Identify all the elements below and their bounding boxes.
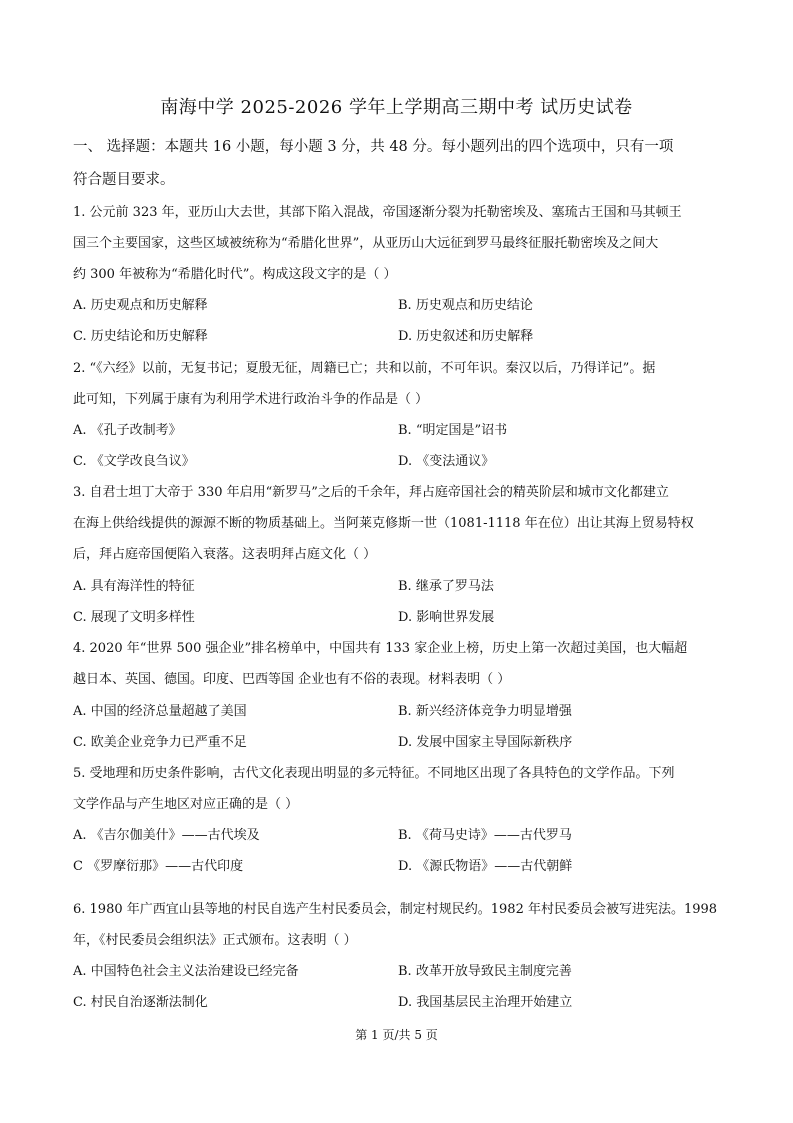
question-3-line-2: 在海上供给线提供的源源不断的物质基础上。当阿莱克修斯一世（1081-1118 年在位）出让其海上贸易特权 <box>73 516 694 531</box>
question-4-option-d: D. 发展中国家主导国际新秩序 <box>398 735 573 750</box>
question-1-option-d: D. 历史叙述和历史解释 <box>398 329 534 344</box>
question-3-line-3: 后，拜占庭帝国便陷入衰落。这表明拜占庭文化（ ） <box>73 547 377 562</box>
question-2-option-d: D. 《变法通议》 <box>398 454 495 469</box>
question-4-line-1: 4. 2020 年“世界 500 强企业”排名榜单中，中国共有 133 家企业上榜，历史上第一次超过美国，也大幅超 <box>73 641 688 656</box>
question-4-option-a: A. 中国的经济总量超越了美国 <box>73 704 247 719</box>
question-6-line-1: 6. 1980 年广西宜山县等地的村民自选产生村民委员会，制定村规民约。1982 年村民委员会被写进宪法。1998 <box>73 902 718 917</box>
question-4-option-c: C. 欧美企业竞争力已严重不足 <box>73 735 247 750</box>
question-1-line-3: 约 300 年被称为“希腊化时代”。构成这段文字的是（ ） <box>73 267 397 282</box>
question-3-option-a: A. 具有海洋性的特征 <box>73 579 195 594</box>
question-4-line-2: 越日本、英国、德国。印度、巴西等国 企业也有不俗的表现。材料表明（ ） <box>73 672 511 687</box>
question-1-option-c: C. 历史结论和历史解释 <box>73 329 208 344</box>
question-5-option-a: A. 《吉尔伽美什》——古代埃及 <box>73 828 260 843</box>
question-6-option-b: B. 改革开放导致民主制度完善 <box>398 964 572 979</box>
question-1-line-1: 1. 公元前 323 年，亚历山大去世，其部下陷入混战，帝国逐渐分裂为托勒密埃及、塞琉古王国和马其顿王 <box>73 205 682 220</box>
question-2-line-1: 2. “《六经》以前，无复书记；夏殷无征，周籍已亡；共和以前，不可年识。秦汉以后，乃得详记”。据 <box>73 361 656 376</box>
question-2-option-a: A. 《孔子改制考》 <box>73 423 182 438</box>
question-5-option-c: C 《罗摩衍那》——古代印度 <box>73 859 244 874</box>
question-3-option-c: C. 展现了文明多样性 <box>73 610 195 625</box>
question-1-line-2: 国三个主要国家，这些区域被统称为“希腊化世界”，从亚历山大远征到罗马最终征服托勒密埃及之间大 <box>73 236 659 251</box>
question-2-option-c: C. 《文学改良刍议》 <box>73 454 195 469</box>
section-instruction-line-2: 符合题目要求。 <box>73 172 175 188</box>
question-2-line-2: 此可知，下列属于康有为利用学术进行政治斗争的作品是（ ） <box>73 392 429 407</box>
question-5-line-2: 文学作品与产生地区对应正确的是（ ） <box>73 797 299 812</box>
question-6-line-2: 年，《村民委员会组织法》正式颁布。这表明（ ） <box>73 933 357 948</box>
question-3-line-1: 3. 自君士坦丁大帝于 330 年启用“新罗马”之后的千余年，拜占庭帝国社会的精英阶层和城市文化都建立 <box>73 485 669 500</box>
question-6-option-a: A. 中国特色社会主义法治建设已经完备 <box>73 964 299 979</box>
page-number: 第 1 页/共 5 页 <box>355 1028 438 1042</box>
question-1-option-a: A. 历史观点和历史解释 <box>73 298 208 313</box>
question-3-option-d: D. 影响世界发展 <box>398 610 495 625</box>
question-5-line-1: 5. 受地理和历史条件影响，古代文化表现出明显的多元特征。不同地区出现了各具特色的文学作品。下列 <box>73 766 675 781</box>
question-5-option-b: B. 《荷马史诗》——古代罗马 <box>398 828 572 843</box>
section-instruction-line-1: 一、 选择题：本题共 16 小题，每小题 3 分，共 48 分。每小题列出的四个选项中，只有一项 <box>73 139 674 155</box>
exam-title: 南海中学 2025-2026 学年上学期高三期中考 试历史试卷 <box>160 97 633 118</box>
question-6-option-d: D. 我国基层民主治理开始建立 <box>398 995 573 1010</box>
question-6-option-c: C. 村民自治逐渐法制化 <box>73 995 208 1010</box>
question-2-option-b: B. “明定国是”诏书 <box>398 423 508 438</box>
question-4-option-b: B. 新兴经济体竞争力明显增强 <box>398 704 572 719</box>
question-5-option-d: D. 《源氏物语》——古代朝鲜 <box>398 859 573 874</box>
question-3-option-b: B. 继承了罗马法 <box>398 579 494 594</box>
question-1-option-b: B. 历史观点和历史结论 <box>398 298 533 313</box>
